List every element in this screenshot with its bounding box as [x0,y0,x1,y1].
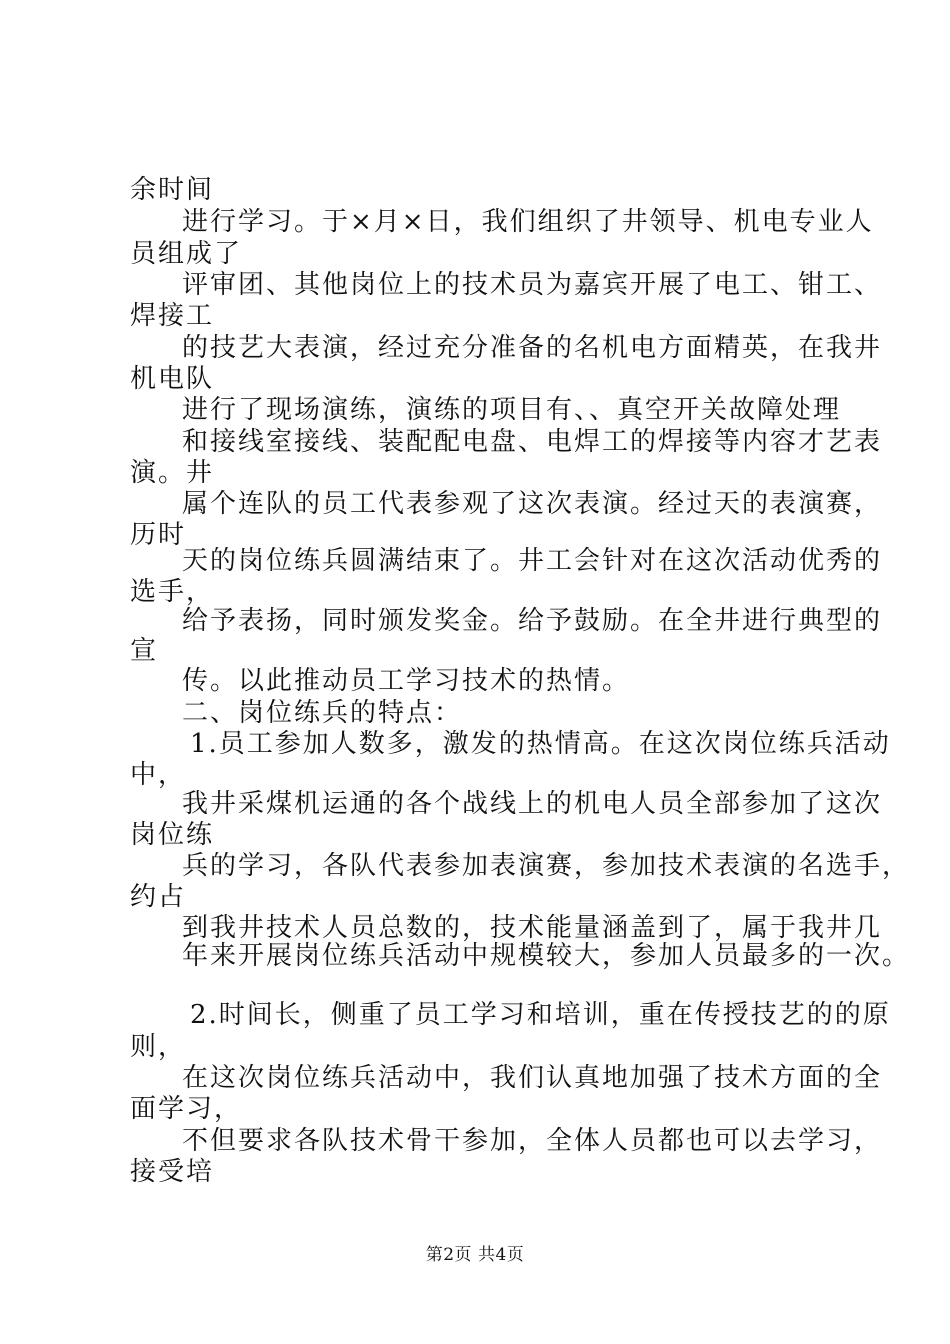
text-line: 历时 [130,520,187,550]
text-line: 年来开展岗位练兵活动中规模较大，参加人员最多的一次。 [182,941,911,971]
text-line: 兵的学习，各队代表参加表演赛，参加技术表演的名选手， [182,851,911,881]
text-line: 选手， [130,577,215,607]
text-line: 约占 [130,882,187,912]
text-line: 传。以此推动员工学习技术的热情。 [182,666,631,696]
text-line: 焊接工 [130,301,215,331]
text-line: 宣 [130,636,159,666]
text-line: 和接线室接线、装配配电盘、电焊工的焊接等内容才艺表 [182,427,883,457]
text-line: 员组成了 [130,239,243,269]
section-heading: 二、岗位练兵的特点： [182,698,463,728]
text-line: 则， [130,1032,187,1062]
text-line: 的技艺大表演，经过充分准备的名机电方面精英，在我井 [182,333,883,363]
text-line: 给予表扬，同时颁发奖金。给予鼓励。在全井进行典型的 [182,606,883,636]
text-line: 到我井技术人员总数的，技术能量涵盖到了，属于我井几 [182,913,883,943]
text-line: 接受培 [130,1157,215,1187]
text-line: 不但要求各队技术骨干参加，全体人员都也可以去学习， [182,1126,883,1156]
text-line: 中， [130,760,187,790]
text-line: 属个连队的员工代表参观了这次表演。经过天的表演赛， [182,489,883,519]
text-line: 进行学习。于×月×日，我们组织了井领导、机电专业人 [182,207,874,237]
text-line: 1.员工参加人数多，激发的热情高。在这次岗位练兵活动 [190,729,891,759]
text-line: 我井采煤机运通的各个战线上的机电人员全部参加了这次 [182,789,883,819]
text-line: 演。井 [130,458,215,488]
text-line: 进行了现场演练，演练的项目有、、真空开关故障处理 [182,395,842,425]
text-line: 余时间 [130,175,215,205]
text-line: 2.时间长，侧重了员工学习和培训，重在传授技艺的的原 [190,1000,891,1030]
page-number-footer: 第2页 共4页 [425,1245,525,1265]
text-line: 面学习， [130,1094,243,1124]
text-line: 评审团、其他岗位上的技术员为嘉宾开展了电工、钳工、 [182,270,883,300]
text-line: 岗位练 [130,820,215,850]
text-line: 机电队 [130,364,215,394]
text-line: 在这次岗位练兵活动中，我们认真地加强了技术方面的全 [182,1063,883,1093]
text-line: 天的岗位练兵圆满结束了。井工会针对在这次活动优秀的 [182,546,883,576]
